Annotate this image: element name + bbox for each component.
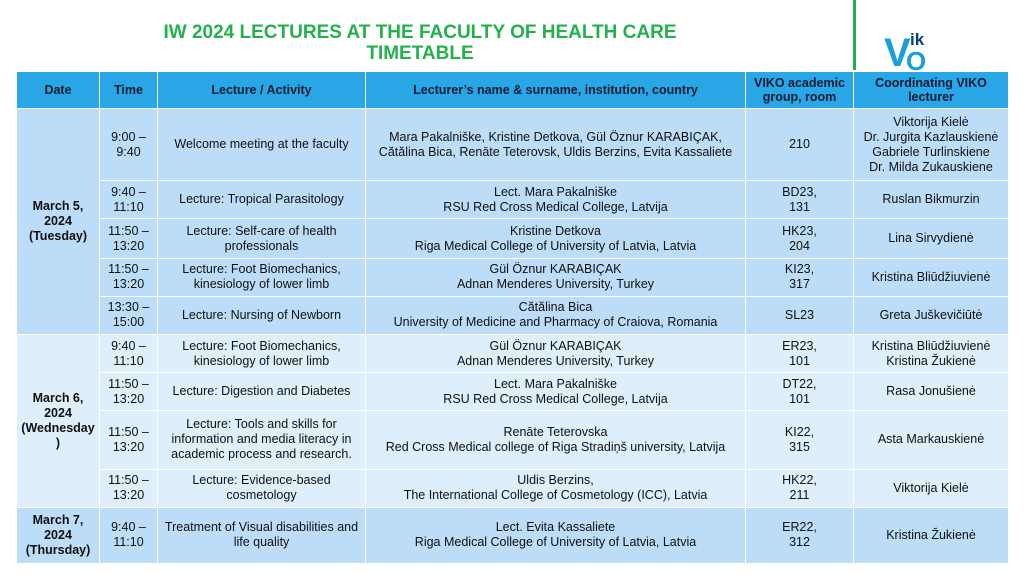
cell-text: 210 <box>789 137 810 152</box>
group-room-cell <box>746 373 854 411</box>
table-row <box>17 181 1009 219</box>
time-cell <box>100 507 158 563</box>
group-room-cell <box>746 411 854 469</box>
cell-text: BD23, <box>782 184 817 199</box>
table-row <box>17 469 1009 507</box>
svg-text:V: V <box>884 31 911 72</box>
lecturer-cell <box>366 507 746 563</box>
cell-text: RSU Red Cross Medical College, Latvija <box>443 391 668 406</box>
cell-text: Greta Juškevičiūtė <box>879 307 983 322</box>
table-row <box>17 411 1009 469</box>
cell-text: Lecture: Tropical Parasitology <box>179 192 344 207</box>
group-room-cell <box>746 296 854 334</box>
cell-text: Lecture: Evidence-based <box>192 473 331 488</box>
cell-text: (Wednesday <box>21 420 95 435</box>
cell-text: cosmetology <box>226 488 297 503</box>
cell-text: University of Medicine and Pharmacy of Craiova, Romania <box>393 315 718 330</box>
lecturer-cell <box>366 469 746 507</box>
group-room-cell <box>746 469 854 507</box>
svg-text:ik: ik <box>910 30 925 49</box>
coordinator-cell <box>854 507 1009 563</box>
cell-text: Viktorija Kielė <box>893 114 969 129</box>
cell-text: information and media literacy in <box>171 432 352 447</box>
cell-text: 9:40 – <box>111 184 146 199</box>
cell-text: ER22, <box>782 520 817 535</box>
cell-text: 101 <box>789 391 810 406</box>
cell-text: life quality <box>233 535 290 550</box>
cell-text: Kristina Bliūdžiuvienė <box>871 269 991 284</box>
page-title <box>60 22 780 64</box>
cell-text: kinesiology of lower limb <box>193 277 330 292</box>
lecture-cell <box>158 258 366 296</box>
cell-text: HK23, <box>782 223 817 238</box>
cell-text: Mara Pakalniške, Kristine Detkova, Gül Öznur KARABIÇAK, <box>389 129 722 144</box>
cell-text: Lina Sirvydienė <box>888 231 974 246</box>
cell-text: Lect. Mara Pakalniške <box>494 184 617 199</box>
cell-text: Adnan Menderes University, Turkey <box>456 277 655 292</box>
group-room-cell <box>746 507 854 563</box>
cell-text: Riga Medical College of University of Latvia, Latvia <box>414 535 697 550</box>
table-row <box>17 258 1009 296</box>
cell-text: Kristine Detkova <box>509 223 601 238</box>
cell-text: 131 <box>789 199 810 214</box>
cell-text: Dr. Milda Zukauskiene <box>869 159 993 174</box>
cell-text: Kristina Bliūdžiuvienė <box>871 338 991 353</box>
lecture-cell <box>158 507 366 563</box>
header-lecture: Lecture / Activity <box>158 72 366 109</box>
cell-text: Lect. Evita Kassaliete <box>495 520 616 535</box>
cell-text: Ruslan Bikmurzin <box>882 192 980 207</box>
lecture-cell <box>158 181 366 219</box>
header-time: Time <box>100 72 158 109</box>
viko-logo <box>884 26 944 72</box>
table-header-row <box>17 72 1009 109</box>
cell-text: DT22, <box>782 376 817 391</box>
time-cell <box>100 258 158 296</box>
cell-text: 2024 <box>44 213 72 228</box>
cell-text: The International College of Cosmetology (ICC), Latvia <box>403 488 708 503</box>
cell-text: Riga Medical College of University of Latvia, Latvia <box>414 238 697 253</box>
coordinator-cell <box>854 296 1009 334</box>
cell-text: KI22, <box>784 424 815 439</box>
group-room-cell <box>746 181 854 219</box>
lecture-cell <box>158 411 366 469</box>
cell-text: Cătălina Bica <box>518 300 593 315</box>
cell-text: 11:10 <box>113 353 144 368</box>
lecture-cell <box>158 334 366 372</box>
cell-text: 13:20 <box>112 238 145 253</box>
header-date: Date <box>17 72 100 109</box>
table-row <box>17 334 1009 372</box>
cell-text: Red Cross Medical college of Riga Stradiņš university, Latvija <box>385 439 726 454</box>
cell-text: Gül Öznur KARABIÇAK <box>489 338 622 353</box>
coordinator-cell <box>854 258 1009 296</box>
table-row <box>17 296 1009 334</box>
timetable <box>16 71 1009 564</box>
time-cell <box>100 296 158 334</box>
cell-text: 317 <box>789 277 810 292</box>
cell-text: 2024 <box>44 527 72 542</box>
cell-text: Renāte Teterovska <box>503 424 608 439</box>
cell-text: 11:50 – <box>108 376 149 391</box>
cell-text: 13:20 <box>112 488 145 503</box>
cell-text: Kristina Žukienė <box>886 353 976 368</box>
table-row <box>17 373 1009 411</box>
cell-text: 2024 <box>44 405 72 420</box>
coordinator-cell <box>854 334 1009 372</box>
cell-text: 13:30 – <box>107 300 150 315</box>
cell-text: 204 <box>789 238 810 253</box>
cell-text: Lecture: Foot Biomechanics, <box>182 338 341 353</box>
table-row <box>17 219 1009 258</box>
coordinator-cell <box>854 109 1009 181</box>
cell-text: Cătălina Bica, Renāte Teterovsk, Uldis Berzins, Evita Kassaliete <box>378 144 733 159</box>
cell-text: 13:20 <box>112 277 145 292</box>
cell-text: Dr. Jurgita Kazlauskienė <box>863 129 999 144</box>
date-cell <box>17 334 100 507</box>
lecture-cell <box>158 296 366 334</box>
cell-text: Gabriele Turlinskiene <box>872 144 990 159</box>
header-lecturer: Lecturer’s name & surname, institution, country <box>366 72 746 109</box>
coordinator-cell <box>854 411 1009 469</box>
cell-text: 15:00 <box>112 315 145 330</box>
title-line-1: IW 2024 LECTURES AT THE FACULTY OF HEALTH CARE <box>163 22 677 43</box>
header-group: VIKO academic group, room <box>746 72 854 109</box>
time-cell <box>100 219 158 258</box>
cell-text: (Tuesday) <box>28 228 88 243</box>
time-cell <box>100 109 158 181</box>
cell-text: Lecture: Tools and skills for <box>186 417 337 432</box>
cell-text: Lecture: Nursing of Newborn <box>181 307 342 322</box>
cell-text: 13:20 <box>112 439 145 454</box>
table-row <box>17 507 1009 563</box>
lecturer-cell <box>366 181 746 219</box>
svg-text:O: O <box>906 46 927 72</box>
lecture-cell <box>158 373 366 411</box>
cell-text: KI23, <box>784 262 815 277</box>
cell-text: 312 <box>789 535 810 550</box>
cell-text: Lect. Mara Pakalniške <box>494 376 617 391</box>
cell-text: 11:50 – <box>108 473 149 488</box>
title-line-2: TIMETABLE <box>366 43 474 64</box>
coordinator-cell <box>854 373 1009 411</box>
cell-text: academic process and research. <box>171 447 352 462</box>
cell-text: Gül Öznur KARABIÇAK <box>489 262 622 277</box>
lecture-cell <box>158 109 366 181</box>
table-row <box>17 109 1009 181</box>
table-body <box>17 109 1009 564</box>
cell-text: 11:10 <box>113 199 144 214</box>
cell-text: 211 <box>789 488 810 503</box>
cell-text: Kristina Žukienė <box>886 527 976 542</box>
group-room-cell <box>746 258 854 296</box>
cell-text: 9:40 – <box>111 520 146 535</box>
cell-text: professionals <box>224 238 299 253</box>
lecturer-cell <box>366 296 746 334</box>
cell-text: Viktorija Kielė <box>893 480 969 495</box>
cell-text: kinesiology of lower limb <box>193 353 330 368</box>
lecture-cell <box>158 219 366 258</box>
lecturer-cell <box>366 411 746 469</box>
time-cell <box>100 334 158 372</box>
cell-text: 11:50 – <box>108 262 149 277</box>
cell-text: 11:10 <box>113 535 144 550</box>
cell-text: (Thursday) <box>25 542 91 557</box>
cell-text: Lecture: Self-care of health <box>186 223 337 238</box>
date-cell <box>17 109 100 335</box>
cell-text: 9:40 <box>116 144 141 159</box>
coordinator-cell <box>854 181 1009 219</box>
cell-text: Welcome meeting at the faculty <box>174 137 349 152</box>
group-room-cell <box>746 219 854 258</box>
group-room-cell <box>746 334 854 372</box>
cell-text: Lecture: Foot Biomechanics, <box>182 262 341 277</box>
cell-text: Uldis Berzins, <box>517 473 594 488</box>
lecturer-cell <box>366 258 746 296</box>
cell-text: Lecture: Digestion and Diabetes <box>172 384 351 399</box>
time-cell <box>100 181 158 219</box>
cell-text: SL23 <box>784 307 815 322</box>
cell-text: March 5, <box>32 198 84 213</box>
cell-text: 11:50 – <box>108 223 149 238</box>
cell-text: ) <box>55 435 61 450</box>
cell-text: 101 <box>789 353 810 368</box>
cell-text: 315 <box>789 439 810 454</box>
cell-text: RSU Red Cross Medical College, Latvija <box>443 199 668 214</box>
cell-text: Asta Markauskienė <box>877 432 985 447</box>
cell-text: HK22, <box>782 473 817 488</box>
cell-text: March 7, <box>32 512 84 527</box>
cell-text: 9:00 – <box>111 129 146 144</box>
coordinator-cell <box>854 469 1009 507</box>
date-cell <box>17 507 100 563</box>
coordinator-cell <box>854 219 1009 258</box>
time-cell <box>100 411 158 469</box>
cell-text: ER23, <box>782 338 817 353</box>
cell-text: 11:50 – <box>108 424 149 439</box>
lecturer-cell <box>366 334 746 372</box>
cell-text: 13:20 <box>112 391 145 406</box>
lecturer-cell <box>366 109 746 181</box>
lecture-cell <box>158 469 366 507</box>
time-cell <box>100 373 158 411</box>
lecturer-cell <box>366 219 746 258</box>
cell-text: March 6, <box>32 390 84 405</box>
lecturer-cell <box>366 373 746 411</box>
cell-text: Rasa Jonušienė <box>886 384 976 399</box>
time-cell <box>100 469 158 507</box>
cell-text: 9:40 – <box>111 338 146 353</box>
group-room-cell <box>746 109 854 181</box>
cell-text: Treatment of Visual disabilities and <box>164 520 359 535</box>
cell-text: Adnan Menderes University, Turkey <box>456 353 655 368</box>
header-coordinator: Coordinating VIKO lecturer <box>854 72 1009 109</box>
divider-line <box>853 0 856 70</box>
